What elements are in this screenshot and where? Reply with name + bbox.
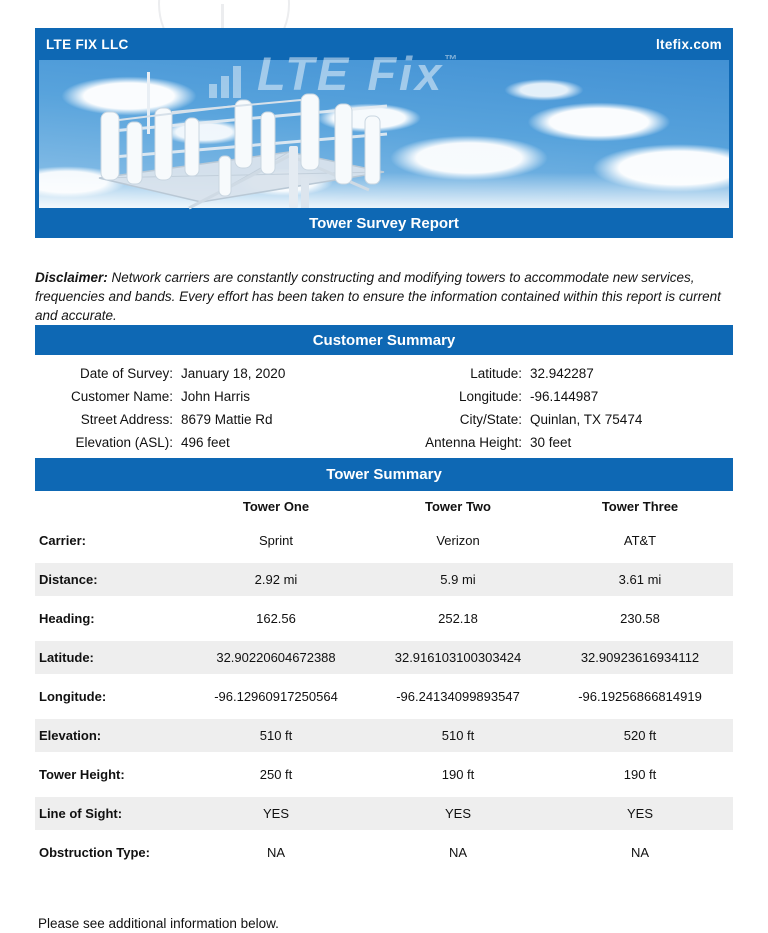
footer-note: Please see additional information below. — [38, 916, 279, 931]
row-value: NA — [266, 845, 286, 860]
column-header-tower-two: Tower Two — [425, 498, 491, 514]
row-value: -96.19256866814919 — [578, 689, 702, 704]
table-row-longitude — [35, 677, 733, 716]
customer-summary-header — [35, 325, 733, 355]
table-row-obstruction-type — [35, 833, 733, 872]
row-value: YES — [626, 806, 653, 821]
trademark-symbol: ™ — [444, 52, 461, 67]
field-value: -96.144987 — [530, 389, 599, 404]
field-elevation-asl — [35, 431, 384, 454]
row-value: Sprint — [259, 533, 293, 548]
report-title-bar — [35, 208, 733, 238]
company-name: LTE FIX LLC — [46, 36, 129, 52]
disclaimer-text: Network carriers are constantly constructing and modifying towers to accommodate new services, frequencies and bands. Every effort has been taken to ensure the information contained within this report is current and accurate. — [35, 269, 721, 323]
row-value: 32.90923616934112 — [580, 650, 700, 665]
field-value: 32.942287 — [530, 366, 594, 381]
row-value: 32.916103100303424 — [394, 650, 522, 665]
tower-photo — [35, 47, 733, 208]
row-label: Latitude: — [39, 650, 94, 665]
field-date-of-survey — [35, 362, 384, 385]
watermark-line — [221, 4, 224, 30]
field-city-state — [384, 408, 733, 431]
row-value: 2.92 mi — [254, 572, 298, 587]
field-customer-name — [35, 385, 384, 408]
column-header-tower-one: Tower One — [242, 498, 310, 514]
row-label: Heading: — [39, 611, 95, 626]
row-value: AT&T — [623, 533, 657, 548]
tower-summary-table — [35, 491, 733, 872]
field-latitude — [384, 362, 733, 385]
table-row-carrier — [35, 521, 733, 560]
row-value: -96.12960917250564 — [214, 689, 338, 704]
row-value: 520 ft — [623, 728, 657, 743]
customer-summary-title: Customer Summary — [312, 331, 456, 349]
row-value: YES — [262, 806, 289, 821]
field-label: City/State: — [459, 412, 522, 427]
table-row-heading — [35, 599, 733, 638]
row-value: NA — [630, 845, 650, 860]
table-row-line-of-sight — [35, 794, 733, 833]
report-title: Tower Survey Report — [309, 214, 459, 232]
row-label: Obstruction Type: — [39, 845, 150, 860]
field-label: Customer Name: — [70, 389, 173, 404]
field-label: Elevation (ASL): — [75, 435, 173, 450]
field-label: Antenna Height: — [425, 435, 522, 450]
row-label: Elevation: — [39, 728, 102, 743]
watermark-text: LTE Fix — [257, 47, 445, 100]
field-value: 30 feet — [530, 435, 572, 450]
table-header-row — [35, 491, 733, 521]
report-header — [35, 28, 733, 238]
row-value: 510 ft — [259, 728, 293, 743]
field-longitude — [384, 385, 733, 408]
row-value: -96.24134099893547 — [396, 689, 520, 704]
cell-tower-illustration — [39, 60, 729, 208]
table-row-elevation — [35, 716, 733, 755]
row-value: 250 ft — [259, 767, 293, 782]
row-value: 230.58 — [620, 611, 660, 626]
field-label: Longitude: — [458, 389, 522, 404]
field-value: January 18, 2020 — [181, 366, 286, 381]
field-value: 496 feet — [181, 435, 230, 450]
disclaimer-paragraph — [35, 268, 737, 325]
field-value: John Harris — [181, 389, 251, 404]
row-value: 252.18 — [438, 611, 478, 626]
row-label: Longitude: — [39, 689, 107, 704]
table-row-latitude — [35, 638, 733, 677]
customer-summary-left-column — [35, 362, 384, 454]
table-row-distance — [35, 560, 733, 599]
customer-summary-grid — [35, 362, 733, 454]
tower-summary-title: Tower Summary — [326, 466, 442, 483]
row-value: 190 ft — [441, 767, 475, 782]
row-label: Line of Sight: — [39, 806, 123, 821]
tower-summary-header — [35, 458, 733, 491]
row-value: 5.9 mi — [440, 572, 476, 587]
field-value: Quinlan, TX 75474 — [530, 412, 643, 427]
row-value: Verizon — [436, 533, 480, 548]
row-value: 510 ft — [441, 728, 475, 743]
header-bar — [35, 28, 733, 60]
field-label: Latitude: — [470, 366, 522, 381]
table-row-tower-height — [35, 755, 733, 794]
field-antenna-height — [384, 431, 733, 454]
field-street-address — [35, 408, 384, 431]
field-label: Date of Survey: — [79, 366, 173, 381]
disclaimer-label: Disclaimer: — [35, 269, 108, 285]
row-value: NA — [448, 845, 468, 860]
row-value: YES — [444, 806, 471, 821]
row-label: Tower Height: — [39, 767, 125, 782]
row-value: 32.90220604672388 — [216, 650, 336, 665]
row-label: Distance: — [39, 572, 98, 587]
watermark-signal-bars-icon — [209, 66, 241, 98]
website-link: ltefix.com — [655, 36, 722, 52]
field-label: Street Address: — [80, 412, 173, 427]
row-label: Carrier: — [39, 533, 86, 548]
customer-summary-right-column — [384, 362, 733, 454]
field-value: 8679 Mattie Rd — [181, 412, 273, 427]
row-value: 3.61 mi — [618, 572, 662, 587]
row-value: 190 ft — [623, 767, 657, 782]
row-value: 162.56 — [256, 611, 296, 626]
column-header-tower-three: Tower Three — [601, 498, 679, 514]
